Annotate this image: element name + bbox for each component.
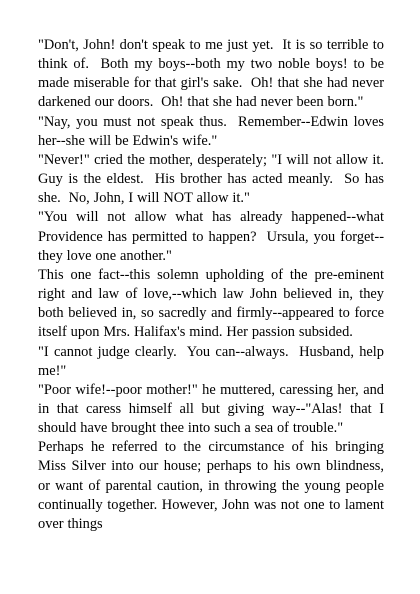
paragraph-4: "You will not allow what has already happened--what Providence has permitted to happen? Ursula, you forget--they love one another." (38, 209, 388, 264)
paragraph-1: "Don't, John! don't speak to me just yet. It is so terrible to think of. Both my boys--both my two noble boys! to be made miserable for that girl's sake. Oh! that she had never darkened our doors. Oh! that she had never been born." (38, 37, 388, 111)
paragraph-5: This one fact--this solemn upholding of the pre-eminent right and law of love,--which law John believed in, they both believed in, so sacredly and firmly--appeared to force itself upon Mrs. Halifax's mind. Her passion subsided. (38, 266, 388, 341)
paragraph-7: "Poor wife!--poor mother!" he muttered, caressing her, and in that caress himself all but giving way--"Alas! that I should have brought thee into such a sea of trouble." (38, 381, 388, 437)
paragraph-3: "Never!" cried the mother, desperately; "I will not allow it. Guy is the eldest. His brother has acted meanly. So has she. No, John, I will NOT allow it." (38, 151, 392, 207)
paragraph-8: Perhaps he referred to the circumstance of his bringing Miss Silver into our house; perhaps to his own blindness, or want of parental caution, in throwing the young people continually together. However, John was not one to lament over things (38, 439, 388, 532)
document-page (38, 36, 392, 534)
paragraph-2: "Nay, you must not speak thus. Remember--Edwin loves her--she will be Edwin's wife." (38, 113, 388, 149)
paragraph-6: "I cannot judge clearly. You can--always. Husband, help me!" (38, 343, 388, 379)
